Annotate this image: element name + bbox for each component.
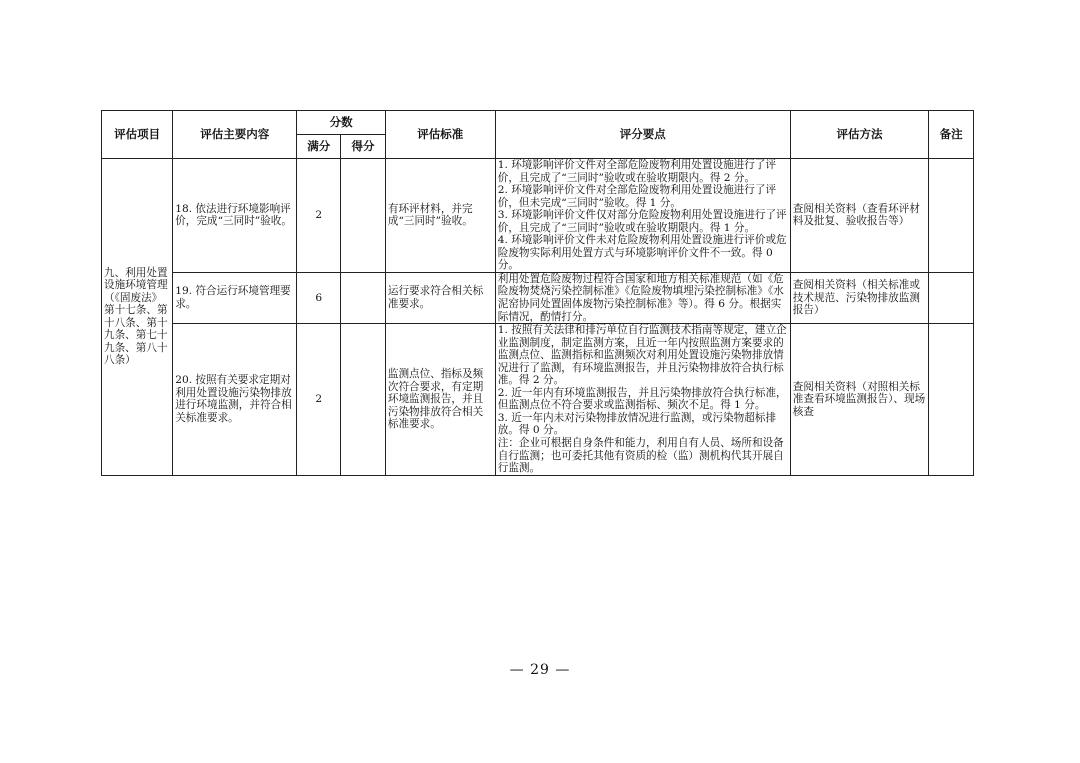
point-line: 2. 近一年内有环境监测报告，并且污染物排放符合执行标准，但监测点位不符合要求或监测指标、频次不足。得 1 分。 (497, 386, 787, 412)
point-line: 2. 环境影响评价文件对全部危险废物利用处置设施进行了评价，但未完成“三同时”验收。得 1 分。 (497, 184, 777, 209)
table-row (102, 324, 974, 476)
points-cell (495, 272, 790, 323)
remark-cell (929, 324, 974, 476)
method-cell: 查阅相关资料（查看环评材料及批复、验收报告等） (790, 159, 928, 273)
evaluation-item-cell: 九、利用处置设施环境管理（《固废法》第十七条、第十八条、第十九条、第七十九条、第八十八条） (102, 159, 173, 476)
point-line: 注：企业可根据自身条件和能力，利用自有人员、场所和设备自行监测；也可委托其他有资质的检（监）测机构代其开展自行监测。 (497, 437, 784, 475)
got-score-cell (341, 159, 386, 273)
remark-cell (929, 272, 974, 323)
standard-cell: 监测点位、指标及频次符合要求，有定期环境监测报告，并且污染物排放符合相关标准要求。 (385, 324, 495, 476)
header-points: 评分要点 (495, 111, 790, 159)
header-row-1 (102, 111, 974, 135)
full-score-cell: 2 (297, 324, 341, 476)
point-line: 利用处置危险废物过程符合国家和地方相关标准规范（如《危险废物焚烧污染控制标准》《危险废物填埋污染控制标准》《水泥窑协同处置固体废物污染控制标准》等）。得 6 分。根据实际情况，酌情打分。 (497, 272, 784, 323)
got-score-cell (341, 272, 386, 323)
table-row (102, 272, 974, 323)
header-full-score: 满分 (297, 135, 341, 159)
point-line: 4. 环境影响评价文件未对危险废物利用处置设施进行评价或危险废物实际利用处置方式与环境影响评价文件不一致。得 0 分。 (497, 234, 787, 272)
header-item: 评估项目 (102, 111, 173, 159)
header-score-group: 分数 (297, 111, 386, 135)
header-standard: 评估标准 (385, 111, 495, 159)
header-method: 评估方法 (790, 111, 928, 159)
standard-cell: 有环评材料，并完成“三同时”验收。 (385, 159, 495, 273)
got-score-cell (341, 324, 386, 476)
header-remark: 备注 (929, 111, 974, 159)
header-got-score: 得分 (341, 135, 386, 159)
point-line: 1. 按照有关法律和排污单位自行监测技术指南等规定，建立企业监测制度，制定监测方案，且近一年内按照监测方案要求的监测点位、监测指标和监测频次对利用处置设施污染物排放情况进行了监测，有环境监测报告，并且污染物排放符合执行标准。得 2 分。 (497, 324, 787, 387)
header-content: 评估主要内容 (173, 111, 297, 159)
method-cell: 查阅相关资料（相关标准或技术规范、污染物排放监测报告） (790, 272, 928, 323)
page-number: — 29 — (509, 662, 571, 678)
method-cell: 查阅相关资料（对照相关标准查看环境监测报告）、现场核查 (790, 324, 928, 476)
points-cell (495, 324, 790, 476)
full-score-cell: 2 (297, 159, 341, 273)
standard-cell: 运行要求符合相关标准要求。 (385, 272, 495, 323)
table-row (102, 159, 974, 273)
point-line: 3. 环境影响评价文件仅对部分危险废物利用处置设施进行了评价，且完成了“三同时”验收或在验收期限内。得 1 分。 (497, 209, 787, 234)
content-cell: 19. 符合运行环境管理要求。 (173, 272, 297, 323)
content-cell: 20. 按照有关要求定期对利用处置设施污染物排放进行环境监测，并符合相关标准要求。 (173, 324, 297, 476)
content-cell: 18. 依法进行环境影响评价，完成“三同时”验收。 (173, 159, 297, 273)
full-score-cell: 6 (297, 272, 341, 323)
point-line: 1. 环境影响评价文件对全部危险废物利用处置设施进行了评价，且完成了“三同时”验收或在验收期限内。得 2 分。 (497, 159, 777, 184)
points-cell (495, 159, 790, 273)
point-line: 3. 近一年内未对污染物排放情况进行监测，或污染物超标排放。得 0 分。 (497, 411, 777, 437)
remark-cell (929, 159, 974, 273)
evaluation-table (101, 110, 974, 476)
